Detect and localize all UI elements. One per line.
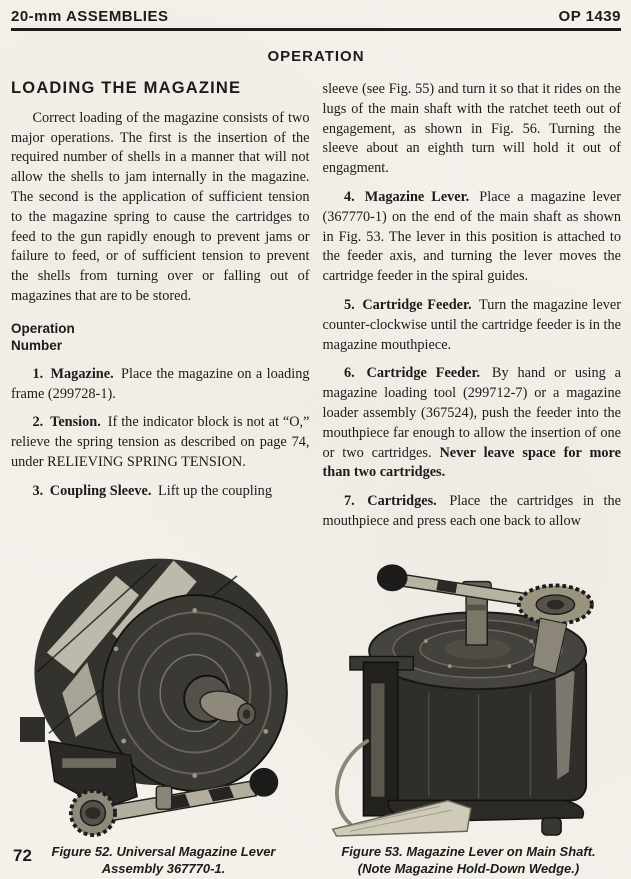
lever-knob (376, 564, 407, 591)
ratchet-wheel (70, 791, 114, 835)
continuation-paragraph: sleeve (see Fig. 55) and turn it so that it rides on the lugs of the main shaft with the ratchet teeth out of engagement, as shown in Fig. 56. Turning the sleeve about an eighth turn will hold it out of engagment. (322, 81, 621, 177)
loading-heading: LOADING THE MAGAZINE (11, 79, 242, 97)
step-number: 7. (343, 493, 355, 510)
step-4 (323, 188, 622, 287)
step-text: Lift up the coupling (158, 482, 272, 499)
figures-row (11, 549, 621, 878)
step-text: If the indicator block is not at “O,” relieve the spring tension as described on page 74, under RELIEVING SPRING TENSION. (11, 414, 310, 470)
step-1 (11, 365, 310, 405)
step-3 (11, 482, 310, 502)
figure53-caption (341, 843, 595, 878)
step-label: Magazine Lever. (364, 188, 470, 205)
step-text: Place the cartridges in the mouthpiece and press each one back to allow (322, 493, 621, 529)
step-warning-text: Never leave space for more than two cartridges. (322, 444, 621, 481)
step-label: Coupling Sleeve. (49, 482, 152, 499)
page-number: 72 (13, 846, 32, 865)
right-column (323, 77, 622, 541)
step-2 (11, 413, 310, 472)
two-column-body (11, 77, 621, 541)
step-text: By hand or using a magazine loading tool (299712-7) or a magazine loader assembly (367524), push the feeder into the mouthpiece far enough to allow the insertion of one or two cartridges. (322, 365, 622, 461)
step-label: Cartridge Feeder. (362, 296, 472, 313)
step-label: Cartridge Feeder. (366, 365, 481, 382)
header-left-title: 20-mm ASSEMBLIES (11, 8, 169, 25)
step-number: 2. (32, 414, 44, 431)
step-number: 3. (32, 482, 44, 499)
step-text: Place the magazine on a loading frame (299728-1). (11, 365, 310, 402)
figure-53 (316, 549, 621, 878)
lever-knob (249, 768, 278, 797)
step-label: Tension. (50, 414, 101, 431)
step-number: 4. (343, 188, 355, 205)
operation-number-subheading (11, 320, 310, 354)
operation-number-line2: Number (11, 337, 63, 353)
figure52-caption-line2: Assembly 367770-1. (101, 861, 226, 877)
operation-number-line1: Operation (11, 320, 75, 336)
step-text: Turn the magazine lever counter-clockwise until the cartridge feeder is in the magazine mouthpiece. (322, 296, 621, 353)
step-5 (323, 296, 622, 355)
step-label: Magazine. (50, 365, 114, 382)
page-header (11, 8, 621, 31)
figure52-caption (52, 843, 276, 878)
section-title: OPERATION (267, 48, 365, 65)
figure52-photo (16, 549, 312, 837)
step-label: Cartridges. (367, 493, 437, 510)
figure53-photo (321, 549, 617, 837)
step-number: 6. (343, 365, 355, 382)
left-column (11, 77, 310, 541)
lever-post (156, 786, 171, 809)
step-text: Place a magazine lever (367770-1) on the end of the main shaft as shown in Fig. 53. The lever in this position is attached to the feeder axis, and turning the lever moves the cartridge feeder in the spiral guides. (322, 188, 622, 285)
step-6 (323, 364, 622, 483)
step-number: 1. (32, 365, 44, 382)
intro-paragraph: Correct loading of the magazine consists of two major operations. The first is the insertion of the required number of shells in a manner that will not allow the shells to jam internally in the magazine. The second is the application of sufficient tension to the magazine spring to cause the cartridges to feed to the gun rapidly enough to prevent jams or failure to feed, or of sufficient tension to prevent the shells from turning over or falling out of magazines that are to be stored. (11, 109, 310, 304)
figure53-caption-line2: (Note Magazine Hold-Down Wedge.) (357, 861, 580, 877)
header-right-doc-number: OP 1439 (558, 8, 621, 25)
figure52-caption-line1: Figure 52. Universal Magazine Lever (51, 843, 276, 859)
step-7 (323, 492, 622, 532)
step-number: 5. (343, 296, 355, 313)
figure53-caption-line1: Figure 53. Magazine Lever on Main Shaft. (341, 843, 596, 859)
figure-52 (11, 549, 316, 878)
